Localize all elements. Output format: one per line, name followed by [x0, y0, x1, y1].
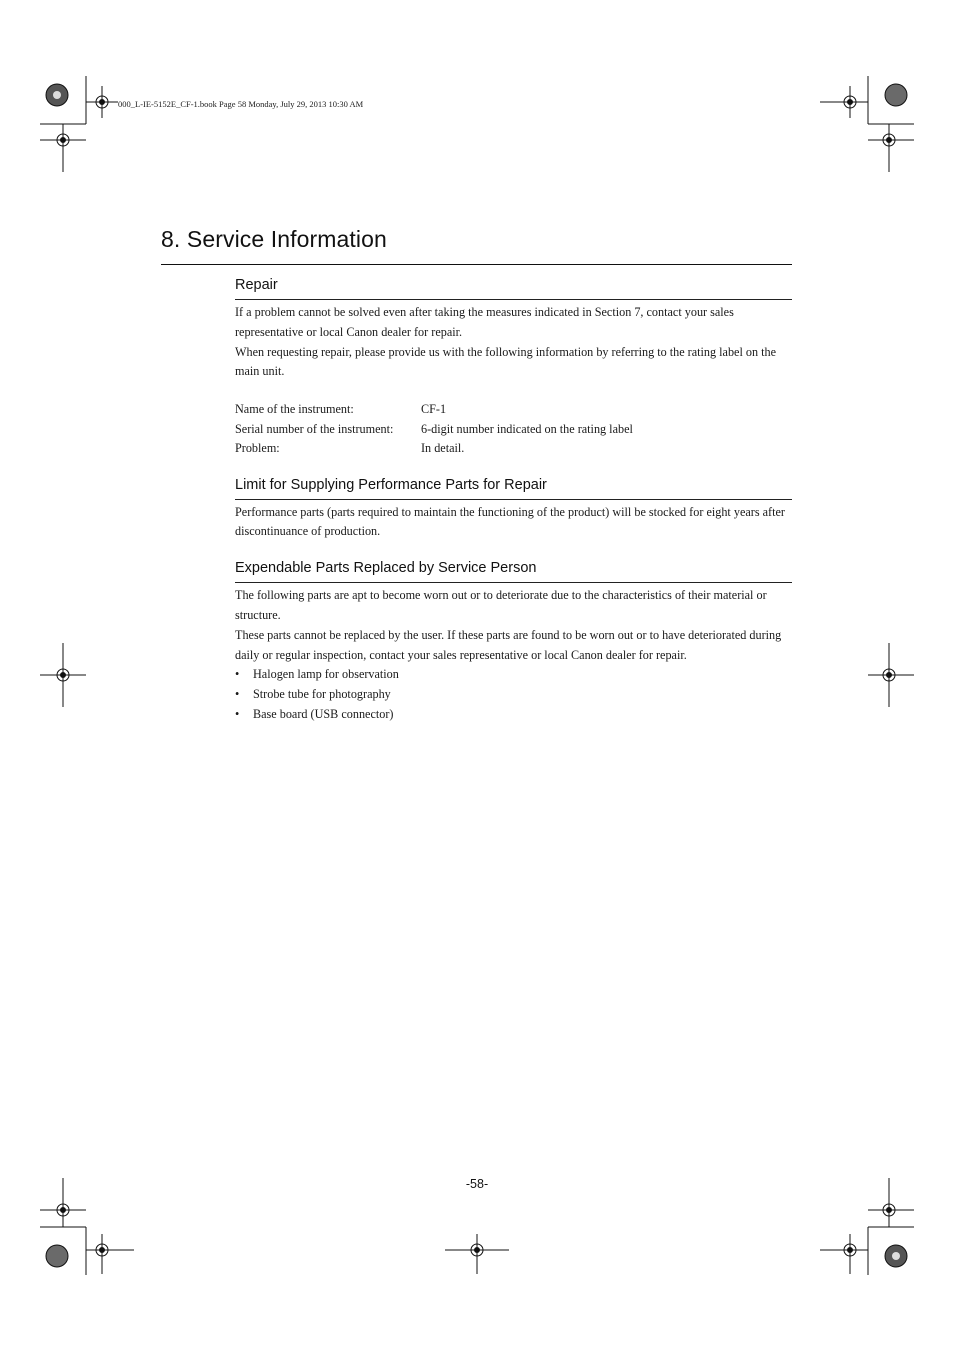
crosshair-icon — [445, 1234, 509, 1274]
chapter-title: 8. Service Information — [161, 226, 387, 252]
expendable-section — [235, 560, 792, 725]
crosshair-icon — [40, 124, 86, 172]
crosshair-icon — [40, 643, 86, 707]
info-label: Serial number of the instrument: — [235, 421, 394, 436]
expendable-paragraph: These parts cannot be replaced by the user. If these parts are found to be worn out or to have deteriorated during daily or regular inspection, contact your sales representative or local Canon dealer for repair. — [235, 627, 782, 662]
info-row — [235, 439, 792, 459]
bullet-icon: • — [235, 667, 240, 682]
repair-section — [235, 277, 792, 459]
crosshair-icon — [86, 86, 118, 118]
page-number: -58- — [465, 1177, 489, 1191]
info-label: Name of the instrument: — [235, 402, 354, 417]
starburst-target-icon — [885, 1245, 907, 1267]
expendable-paragraph: The following parts are apt to become worn out or to deteriorate due to the characteristics of their material or structure. — [235, 588, 767, 623]
list-item — [235, 685, 792, 705]
info-value: In detail. — [421, 441, 465, 456]
list-item — [235, 705, 792, 725]
list-item-text: Halogen lamp for observation — [253, 667, 399, 682]
crosshair-icon — [868, 643, 914, 707]
info-value: CF-1 — [421, 402, 447, 417]
repair-paragraph: If a problem cannot be solved even after taking the measures indicated in Section 7, contact your sales representative or local Canon dealer for repair. — [235, 305, 734, 339]
bullet-icon: • — [235, 687, 240, 702]
info-row — [235, 400, 792, 420]
repair-paragraph: When requesting repair, please provide us with the following information by referring to the rating label on the main unit. — [235, 344, 777, 379]
main-content — [235, 277, 792, 725]
crosshair-icon — [86, 1234, 134, 1274]
section-heading-limit: Limit for Supplying Performance Parts for Repair — [235, 477, 792, 500]
crosshair-icon — [820, 1234, 868, 1274]
list-item-text: Strobe tube for photography — [253, 687, 391, 702]
gray-disc-icon — [46, 1245, 68, 1267]
section-heading-repair: Repair — [235, 277, 792, 300]
limit-paragraph: Performance parts (parts required to maintain the functioning of the product) will be stocked for eight years after discontinuance of production. — [235, 504, 785, 539]
bullet-icon: • — [235, 707, 240, 722]
crosshair-icon — [820, 86, 868, 118]
info-value: 6-digit number indicated on the rating label — [421, 421, 633, 436]
gray-disc-icon — [885, 84, 907, 106]
repair-info-table — [235, 400, 792, 459]
crosshair-icon — [868, 124, 914, 172]
chapter-divider — [161, 264, 792, 265]
expendable-parts-list — [235, 665, 792, 724]
print-metadata-line: 000_L-IE-5152E_CF-1.book Page 58 Monday, July 29, 2013 10:30 AM — [118, 99, 364, 109]
info-label: Problem: — [235, 441, 280, 456]
starburst-target-icon — [46, 84, 68, 106]
limit-section — [235, 477, 792, 543]
info-row — [235, 420, 792, 440]
list-item — [235, 665, 792, 685]
section-heading-expendable: Expendable Parts Replaced by Service Person — [235, 560, 792, 583]
list-item-text: Base board (USB connector) — [253, 707, 394, 722]
